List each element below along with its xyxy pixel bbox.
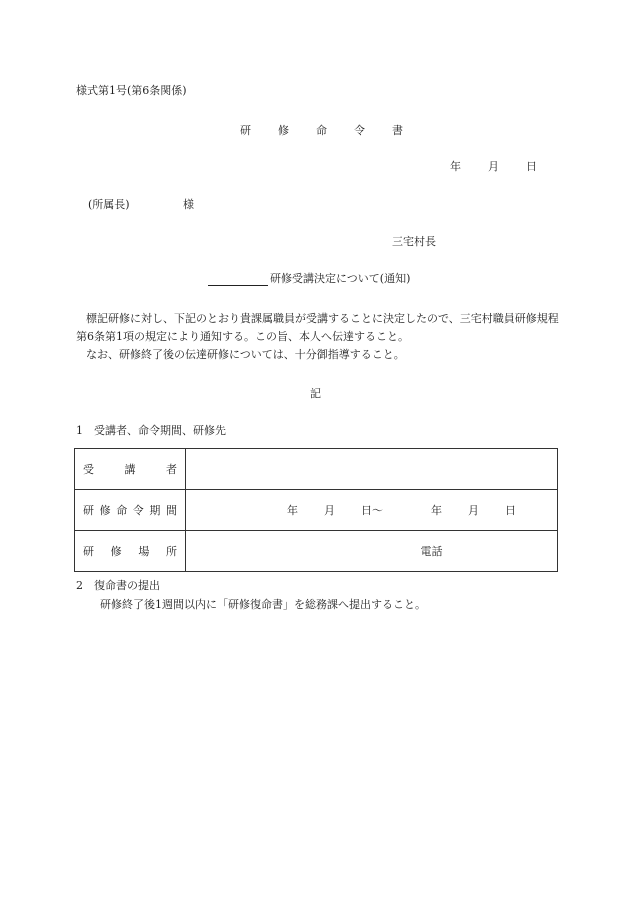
period-start-month: 月 [324,504,335,517]
phone-label: 電話 [420,545,443,558]
ki-heading: 記 [310,387,321,400]
title-char: 令 [354,124,365,137]
label-char: 修 [99,504,111,517]
period-value-cell[interactable] [186,490,558,531]
addressee-role: (所属長) [88,198,130,211]
section1-heading: 1 受講者、命令期間、研修先 [76,424,226,437]
label-char: 場 [138,545,150,558]
title-char: 研 [240,124,251,137]
table-row [75,490,558,531]
period-text [186,502,557,518]
label-char: 研 [83,545,94,558]
issue-date [450,160,537,174]
title-char: 書 [392,124,403,137]
table-row [75,449,558,490]
label-period [75,502,185,518]
label-char: 受 [83,463,94,476]
form-number: 様式第1号(第6条関係) [76,84,187,97]
subject-text: 研修受講決定について(通知) [270,272,411,285]
label-cell [75,449,186,490]
subject-line [208,272,410,286]
date-month: 月 [488,160,499,173]
trainee-table [74,448,558,572]
label-char: 令 [132,504,144,517]
table-row [75,531,558,572]
label-trainee [75,461,185,477]
label-cell [75,531,186,572]
title-char: 修 [278,124,289,137]
period-end-day: 日 [505,504,516,517]
location-value-cell[interactable] [186,531,558,572]
body-paragraph-1: 標記研修に対し、下記のとおり貴課属職員が受講することに決定したので、三宅村職員研修規程第6条第1項の規定により通知する。この旨、本人へ伝達すること。 [76,312,559,343]
label-char: 命 [116,504,128,517]
body-text [76,310,560,364]
period-end-year: 年 [431,504,442,517]
document-title [240,124,403,138]
label-cell [75,490,186,531]
period-start-year: 年 [287,504,298,517]
section2-heading: 2 復命書の提出 [76,579,160,592]
label-char: 者 [166,463,177,476]
label-char: 研 [83,504,94,517]
label-location [75,543,185,559]
date-year: 年 [450,160,461,173]
issuer-name: 三宅村長 [392,235,436,248]
trainee-value-cell[interactable] [186,449,558,490]
title-char: 命 [316,124,327,137]
period-end-month: 月 [468,504,479,517]
label-char: 期 [149,504,161,517]
label-char: 間 [165,504,177,517]
date-day: 日 [526,160,537,173]
section2-text: 研修終了後1週間以内に「研修復命書」を総務課へ提出すること。 [100,598,426,611]
body-paragraph-2: なお、研修終了後の伝達研修については、十分御指導すること。 [86,348,405,361]
subject-blank [208,273,268,286]
label-char: 修 [110,545,122,558]
addressee-honorific: 様 [183,198,194,211]
label-char: 講 [124,463,136,476]
period-start-day: 日〜 [361,504,383,517]
label-char: 所 [165,545,177,558]
